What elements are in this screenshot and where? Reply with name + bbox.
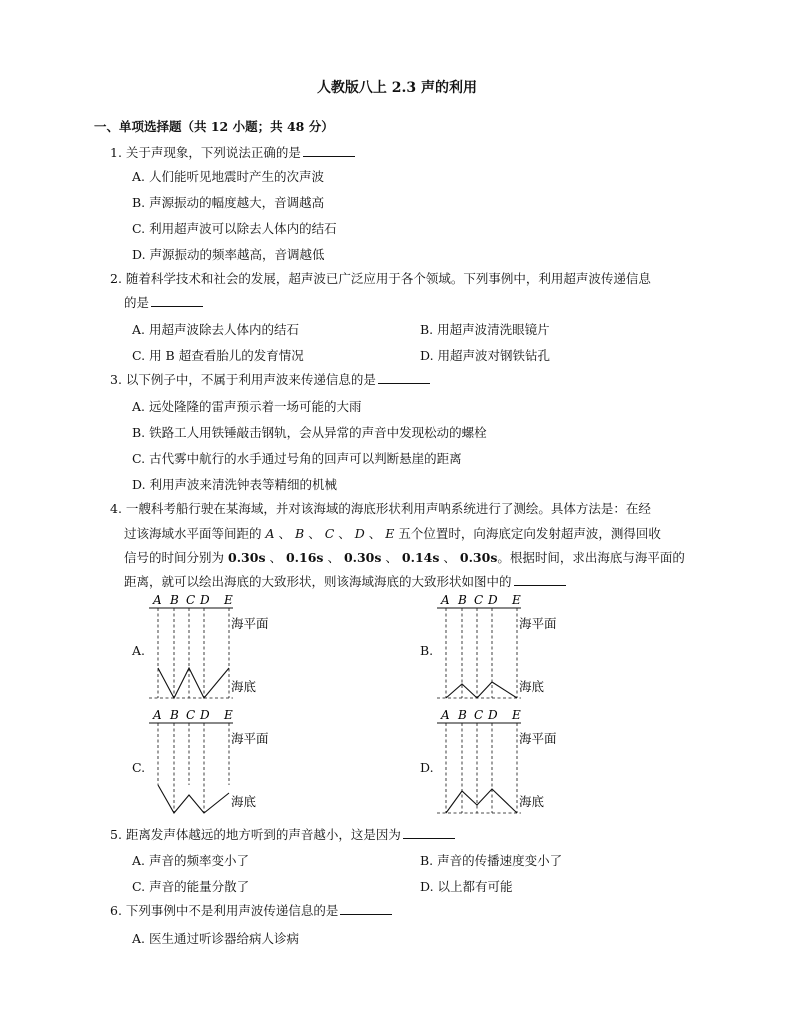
answer-blank[interactable]: [403, 837, 455, 839]
figure-point-label: D: [488, 593, 498, 607]
question-4-line-3: 信号的时间分别为 0.30s 、 0.16s 、 0.30s 、 0.14s 、 0.30s。根据时间，求出海底与海平面的: [124, 550, 685, 565]
q2-option-b: B. 用超声波清洗眼镜片: [420, 322, 550, 337]
figure-point-label: B: [170, 593, 179, 607]
figure-point-label: C: [474, 708, 484, 722]
seabed-figure-b: [433, 590, 573, 705]
answer-blank[interactable]: [151, 305, 203, 307]
sea-level-label: 海平面: [519, 731, 557, 746]
figure-point-label: C: [474, 593, 484, 607]
figure-point-label: D: [200, 593, 210, 607]
sea-bottom-label: 海底: [519, 794, 545, 809]
figure-point-label: E: [512, 708, 521, 722]
question-5-stem: 5. 距离发声体越远的地方听到的声音越小，这是因为: [110, 829, 455, 842]
q3-option-d: D. 利用声波来清洗钟表等精细的机械: [132, 477, 338, 492]
q5-option-b: B. 声音的传播速度变小了: [420, 853, 563, 868]
sea-bottom-label: 海底: [519, 679, 545, 694]
sea-level-label: 海平面: [231, 616, 269, 631]
section-heading: 一、单项选择题（共 12 小题；共 48 分）: [94, 119, 334, 134]
q1-option-a: A. 人们能听见地震时产生的次声波: [132, 169, 324, 184]
answer-blank[interactable]: [303, 155, 355, 157]
figure-point-label: C: [186, 593, 196, 607]
sea-bottom-label: 海底: [231, 794, 257, 809]
figure-point-label: A: [153, 593, 162, 607]
question-4-line-1: 4. 一艘科考船行驶在某海域，并对该海域的海底形状利用声呐系统进行了测绘。具体方法是：在经: [110, 501, 651, 516]
question-2-stem-cont: 的是: [124, 297, 203, 310]
figure-point-label: E: [224, 708, 233, 722]
figure-point-label: B: [458, 708, 467, 722]
question-3-stem: 3. 以下例子中，不属于利用声波来传递信息的是: [110, 374, 430, 387]
q1-option-c: C. 利用超声波可以除去人体内的结石: [132, 221, 337, 236]
question-6-stem: 6. 下列事例中不是利用声波传递信息的是: [110, 905, 392, 918]
figure-point-label: A: [441, 593, 450, 607]
q5-option-c: C. 声音的能量分散了: [132, 879, 250, 894]
seabed-figure-d: [433, 705, 573, 820]
q3-option-a: A. 远处隆隆的雷声预示着一场可能的大雨: [132, 399, 362, 414]
seabed-figure-a: [145, 590, 285, 705]
sea-bottom-label: 海底: [231, 679, 257, 694]
figure-point-label: C: [186, 708, 196, 722]
sea-level-label: 海平面: [519, 616, 557, 631]
figure-point-label: D: [200, 708, 210, 722]
figure-point-label: D: [488, 708, 498, 722]
q2-option-d: D. 用超声波对钢铁钻孔: [420, 348, 551, 363]
figure-point-label: B: [458, 593, 467, 607]
figure-point-label: A: [441, 708, 450, 722]
q1-option-b: B. 声源振动的幅度越大，音调越高: [132, 195, 325, 210]
question-4-line-2: 过该海域水平面等间距的 A 、 B 、 C 、 D 、 E 五个位置时，向海底定向发射超声波，测得回收: [124, 526, 661, 541]
q3-option-b: B. 铁路工人用铁锤敲击钢轨，会从异常的声音中发现松动的螺栓: [132, 425, 487, 440]
q5-option-d: D. 以上都有可能: [420, 879, 513, 894]
answer-blank[interactable]: [378, 382, 430, 384]
q4-figure-label-a: A.: [132, 643, 146, 658]
q5-option-a: A. 声音的频率变小了: [132, 853, 249, 868]
figure-point-label: B: [170, 708, 179, 722]
q2-option-c: C. 用 B 超查看胎儿的发育情况: [132, 348, 304, 363]
q4-figure-label-d: D.: [420, 760, 434, 775]
question-2-stem: 2. 随着科学技术和社会的发展，超声波已广泛应用于各个领域。下列事例中，利用超声波传递信息: [110, 271, 651, 286]
sea-level-label: 海平面: [231, 731, 269, 746]
q1-option-d: D. 声源振动的频率越高，音调越低: [132, 247, 325, 262]
figure-point-label: A: [153, 708, 162, 722]
seabed-figure-c: [145, 705, 285, 820]
question-4-line-4: 距离，就可以绘出海底的大致形状，则该海域海底的大致形状如图中的: [124, 576, 566, 589]
figure-point-label: E: [512, 593, 521, 607]
question-1-stem: 1. 关于声现象，下列说法正确的是: [110, 147, 355, 160]
q2-option-a: A. 用超声波除去人体内的结石: [132, 322, 299, 337]
q3-option-c: C. 古代雾中航行的水手通过号角的回声可以判断悬崖的距离: [132, 451, 462, 466]
answer-blank[interactable]: [514, 584, 566, 586]
q6-option-a: A. 医生通过听诊器给病人诊病: [132, 931, 299, 946]
figure-point-label: E: [224, 593, 233, 607]
q4-figure-label-c: C.: [132, 760, 146, 775]
q4-figure-label-b: B.: [420, 643, 434, 658]
page-title: 人教版八上 2.3 声的利用: [316, 80, 478, 96]
answer-blank[interactable]: [340, 913, 392, 915]
